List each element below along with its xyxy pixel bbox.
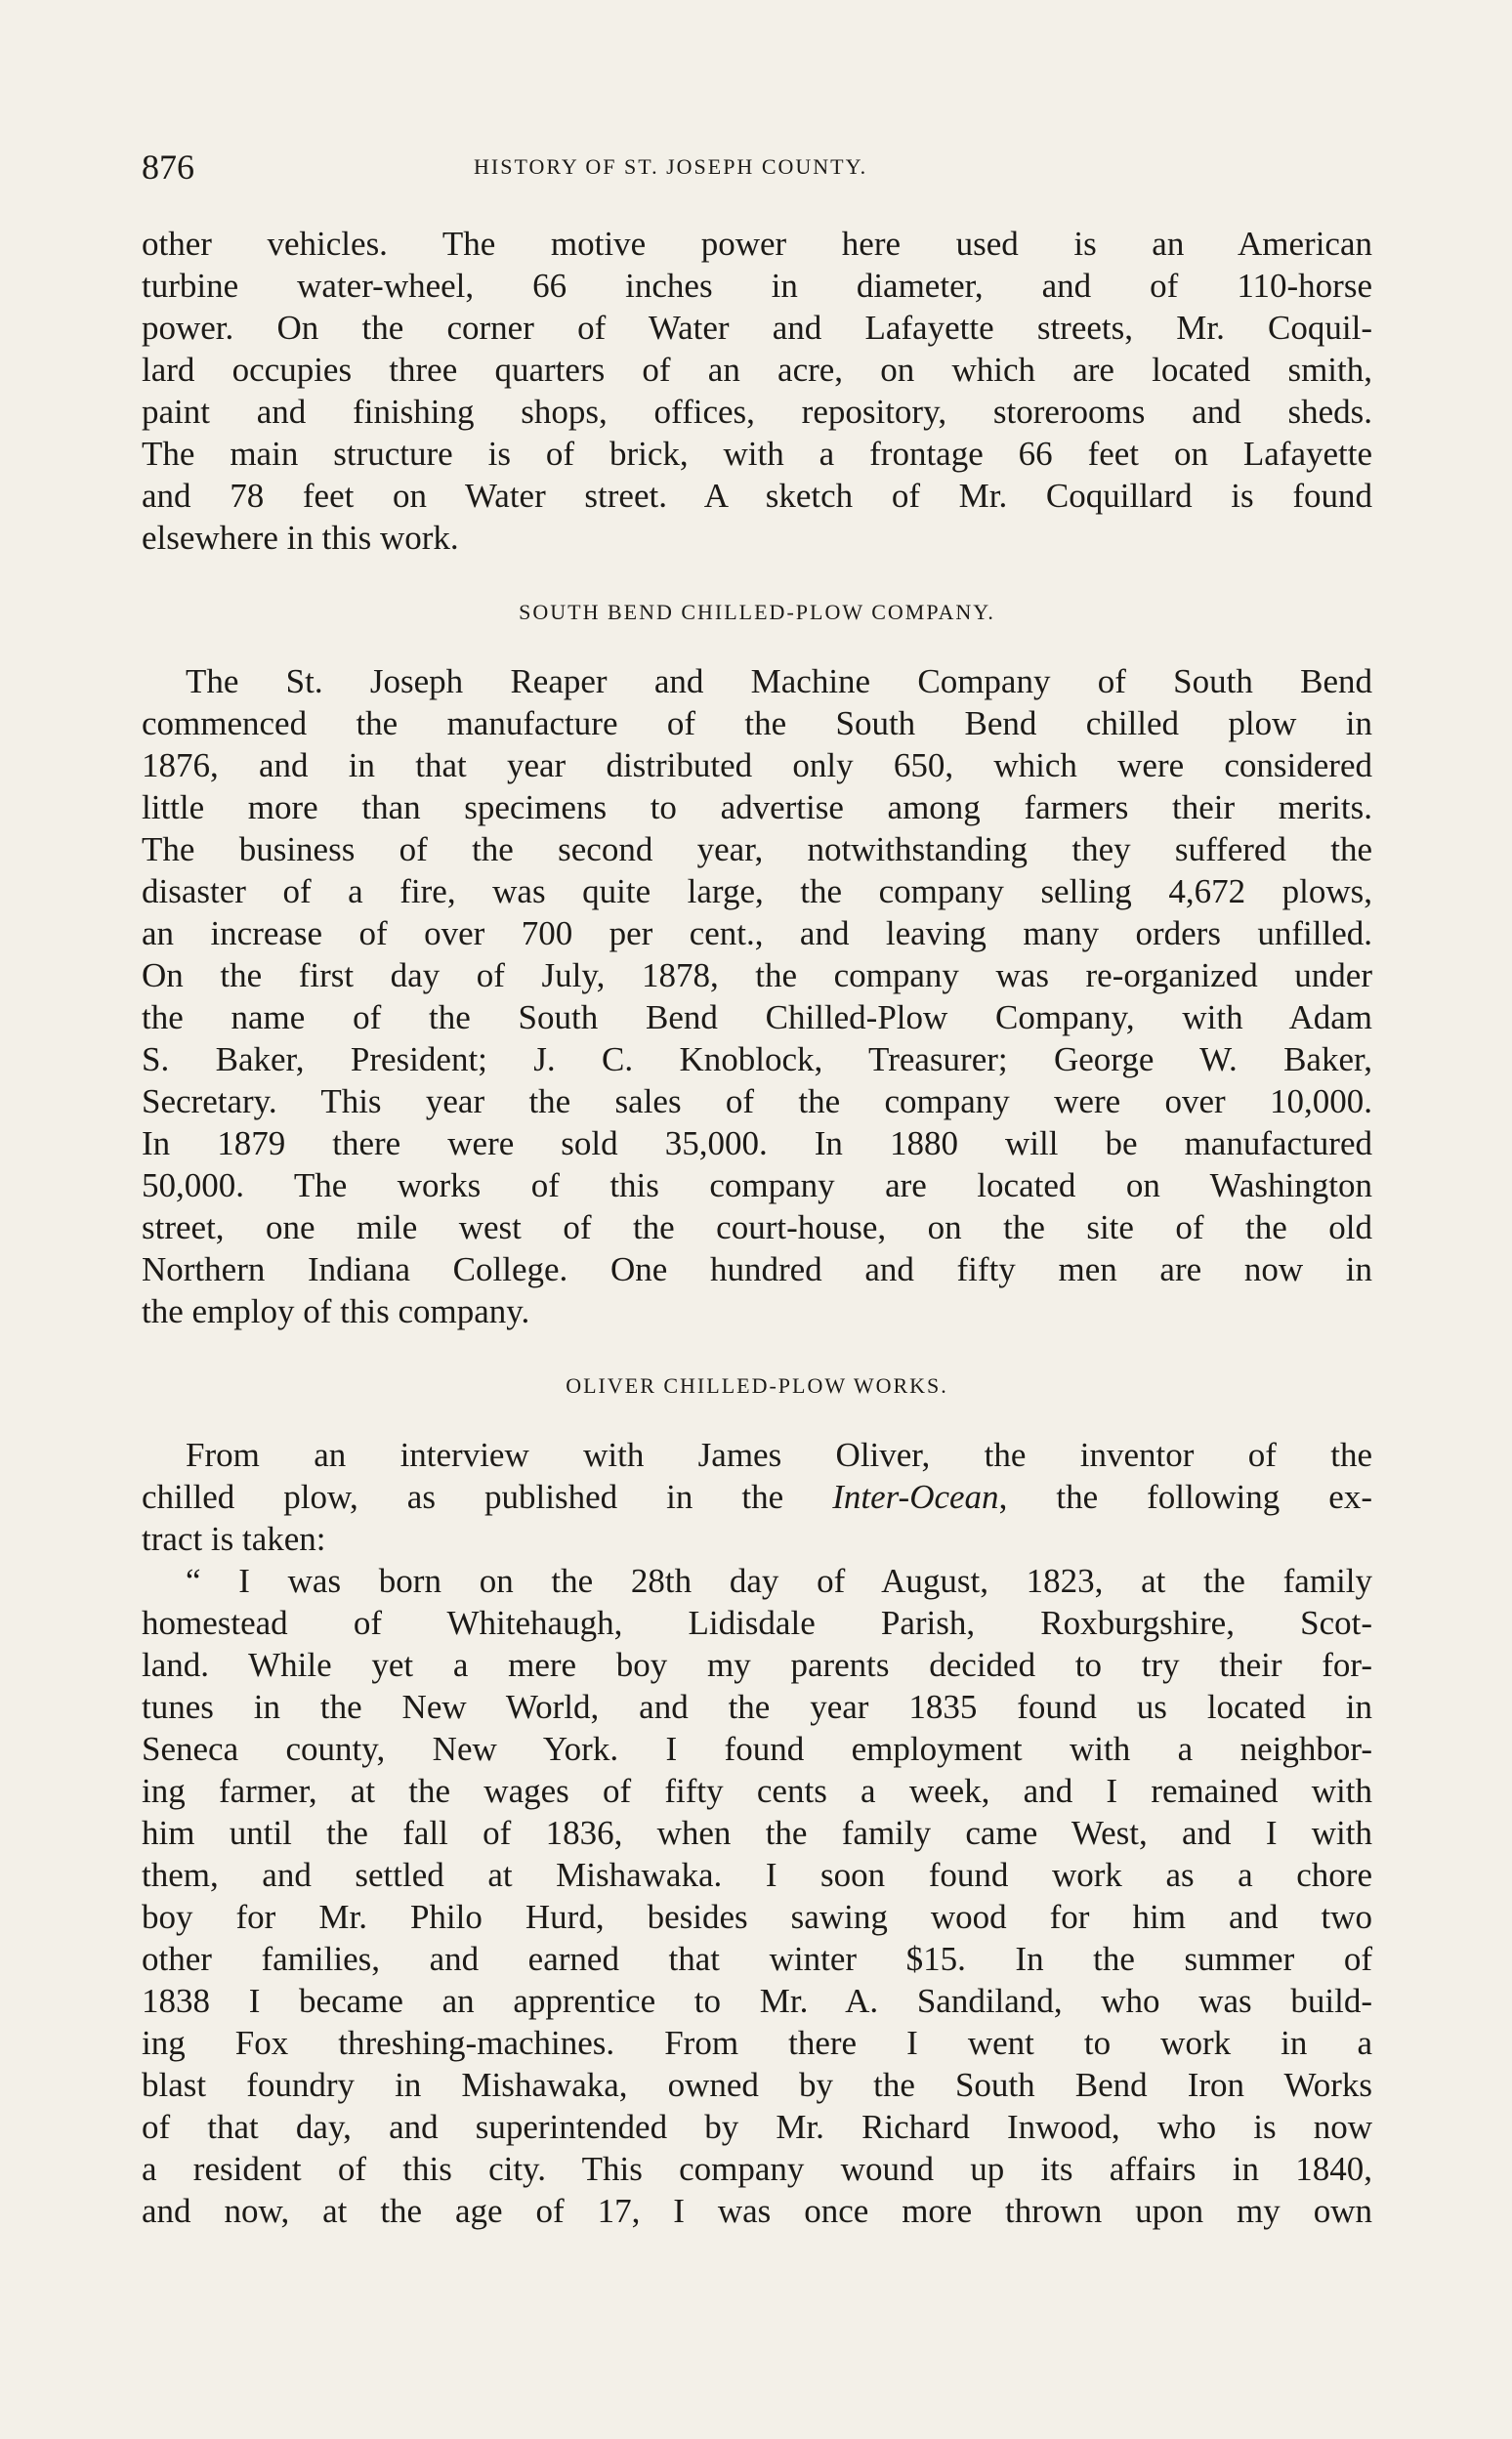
section-heading-south-bend: SOUTH BEND CHILLED-PLOW COMPANY. (519, 600, 995, 624)
text-line: homestead of Whitehaugh, Lidisdale Parish, Roxburgshire, Scot- (142, 1604, 1372, 1642)
running-head: HISTORY OF ST. JOSEPH COUNTY. (474, 154, 868, 179)
text-line: Secretary. This year the sales of the company were over 10,000. (142, 1082, 1372, 1120)
text-line: S. Baker, President; J. C. Knoblock, Treasurer; George W. Baker, (142, 1040, 1372, 1078)
text-line: On the first day of July, 1878, the company was re-organized under (142, 956, 1372, 994)
text-line: them, and settled at Mishawaka. I soon found work as a chore (142, 1856, 1372, 1894)
page-number: 876 (142, 147, 194, 187)
text-line: an increase of over 700 per cent., and leaving many orders unfilled. (142, 914, 1372, 952)
text-line: ing farmer, at the wages of fifty cents a week, and I remained with (142, 1772, 1372, 1810)
paragraph-interview-intro (142, 1434, 1372, 1560)
page-header (142, 147, 1372, 195)
text-line: land. While yet a mere boy my parents decided to try their for- (142, 1646, 1372, 1684)
text-line: other vehicles. The motive power here used is an American (142, 225, 1372, 263)
text-line: “ I was born on the 28th day of August, 1823, at the family (186, 1562, 1372, 1600)
text-line: a resident of this city. This company wound up its affairs in 1840, (142, 2150, 1372, 2188)
text-line: From an interview with James Oliver, the inventor of the (186, 1436, 1372, 1474)
paragraph-coquillard-works (142, 223, 1372, 559)
text-line: him until the fall of 1836, when the family came West, and I with (142, 1814, 1372, 1852)
text-line: The business of the second year, notwithstanding they suffered the (142, 830, 1372, 868)
paragraph-oliver-quote (142, 1560, 1372, 2232)
text-line: The main structure is of brick, with a frontage 66 feet on Lafayette (142, 435, 1372, 473)
text-segment: , the following ex- (998, 1478, 1372, 1516)
section-heading-oliver: OLIVER CHILLED-PLOW WORKS. (566, 1373, 948, 1398)
text-line: tunes in the New World, and the year 1835 found us located in (142, 1688, 1372, 1726)
text-line: elsewhere in this work. (142, 519, 459, 557)
text-line: turbine water-wheel, 66 inches in diameter, and of 110-horse (142, 267, 1372, 305)
text-line: boy for Mr. Philo Hurd, besides sawing wood for him and two (142, 1898, 1372, 1936)
text-line: Northern Indiana College. One hundred and fifty men are now in (142, 1250, 1372, 1288)
text-line: blast foundry in Mishawaka, owned by the South Bend Iron Works (142, 2066, 1372, 2104)
text-line: The St. Joseph Reaper and Machine Company of South Bend (186, 662, 1372, 700)
text-line: tract is taken: (142, 1520, 326, 1558)
text-segment: chilled plow, as published in the (142, 1478, 833, 1516)
text-line: of that day, and superintended by Mr. Richard Inwood, who is now (142, 2108, 1372, 2146)
publication-title: Inter-Ocean (832, 1478, 999, 1516)
text-line: lard occupies three quarters of an acre, on which are located smith, (142, 351, 1372, 389)
page-body (142, 223, 1372, 2232)
text-line: ing Fox threshing-machines. From there I went to work in a (142, 2024, 1372, 2062)
text-line: 1876, and in that year distributed only 650, which were considered (142, 746, 1372, 784)
text-line: paint and finishing shops, offices, repository, storerooms and sheds. (142, 393, 1372, 431)
text-line: other families, and earned that winter $15. In the summer of (142, 1940, 1372, 1978)
text-line: and 78 feet on Water street. A sketch of Mr. Coquillard is found (142, 477, 1372, 515)
text-line: In 1879 there were sold 35,000. In 1880 will be manufactured (142, 1124, 1372, 1162)
text-line: the name of the South Bend Chilled-Plow Company, with Adam (142, 998, 1372, 1036)
text-line: little more than specimens to advertise among farmers their merits. (142, 788, 1372, 826)
text-line: disaster of a fire, was quite large, the company selling 4,672 plows, (142, 872, 1372, 910)
text-line: 50,000. The works of this company are located on Washington (142, 1166, 1372, 1204)
text-line: the employ of this company. (142, 1292, 530, 1330)
text-line: commenced the manufacture of the South Bend chilled plow in (142, 704, 1372, 742)
text-line: power. On the corner of Water and Lafayette streets, Mr. Coquil- (142, 309, 1372, 347)
paragraph-south-bend-company (142, 660, 1372, 1332)
text-line: and now, at the age of 17, I was once more thrown upon my own (142, 2192, 1372, 2230)
text-line: 1838 I became an apprentice to Mr. A. Sandiland, who was build- (142, 1982, 1372, 2020)
text-line: Seneca county, New York. I found employment with a neighbor- (142, 1730, 1372, 1768)
text-line: street, one mile west of the court-house, on the site of the old (142, 1208, 1372, 1246)
text-line-with-italic (142, 1476, 1372, 1518)
